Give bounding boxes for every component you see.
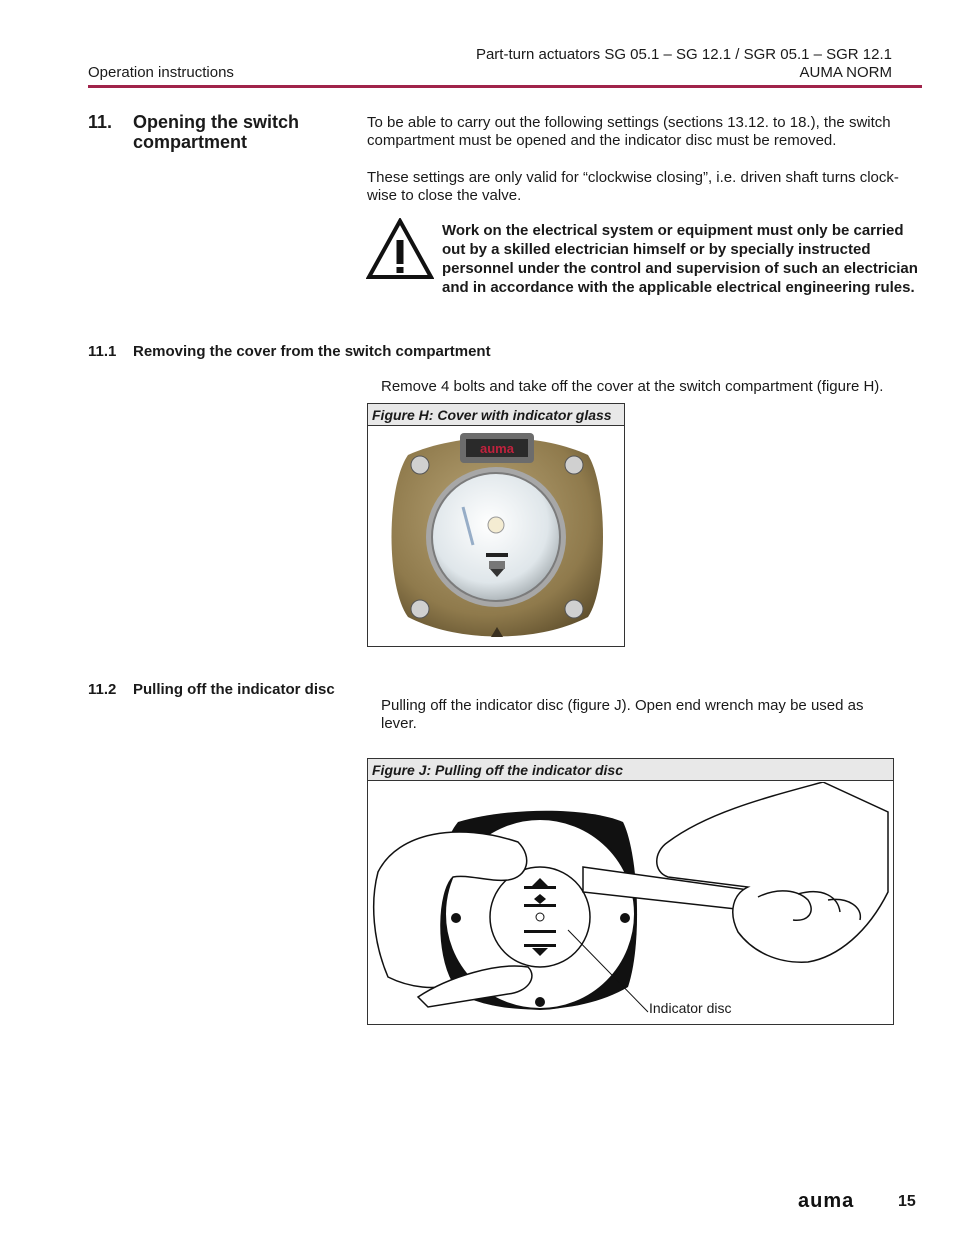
cover-logo: auma bbox=[480, 441, 514, 456]
warning-text: Work on the electrical system or equipment must only be carried out by a skilled electrician himself or by specially instructed personnel under the control and supervision of such an electrician and in accordance with the applicable electrical engineering rules. bbox=[442, 222, 918, 296]
document-title-line2: AUMA NORM bbox=[799, 64, 892, 81]
document-title-line1: Part-turn actuators SG 05.1 – SG 12.1 / SGR 05.1 – SGR 12.1 bbox=[475, 46, 892, 63]
subsection-title-2: Pulling off the indicator disc bbox=[133, 681, 335, 698]
subsection-number-1: 11.1 bbox=[88, 343, 117, 360]
auma-logo bbox=[798, 1191, 874, 1211]
figure-h-caption: Figure H: Cover with indicator glass bbox=[368, 404, 624, 426]
subsection-title-1: Removing the cover from the switch compartment bbox=[133, 343, 491, 360]
figure-j-caption: Figure J: Pulling off the indicator disc bbox=[368, 759, 893, 781]
svg-text:auma: auma bbox=[798, 1191, 855, 1211]
document-title bbox=[476, 46, 892, 82]
figure-j bbox=[367, 758, 894, 1025]
page-number: 15 bbox=[898, 1193, 916, 1210]
subsection-text-2: Pulling off the indicator disc (figure J). Open end wrench may be used as lever. bbox=[381, 697, 864, 732]
clockwise-note: These settings are only valid for “clockwise closing”, i.e. driven shaft turns clock-wise to close the valve. bbox=[367, 169, 899, 204]
intro-paragraph: To be able to carry out the following settings (sections 13.12. to 18.), the switch compartment must be opened and the indicator disc must be removed. bbox=[367, 114, 891, 149]
section-title: Opening the switch compartment bbox=[133, 112, 300, 152]
cover-photo bbox=[368, 427, 624, 646]
subsection-text-1: Remove 4 bolts and take off the cover at the switch compartment (figure H). bbox=[381, 378, 884, 395]
subsection-number-2: 11.2 bbox=[88, 681, 117, 698]
warning-icon bbox=[366, 218, 434, 280]
pulling-disc-illustration bbox=[368, 782, 893, 1024]
section-number: 11. bbox=[88, 112, 113, 132]
header-rule bbox=[88, 85, 922, 88]
figure-h bbox=[367, 403, 625, 647]
document-type: Operation instructions bbox=[88, 64, 234, 81]
indicator-disc-label: Indicator disc bbox=[649, 1000, 732, 1016]
